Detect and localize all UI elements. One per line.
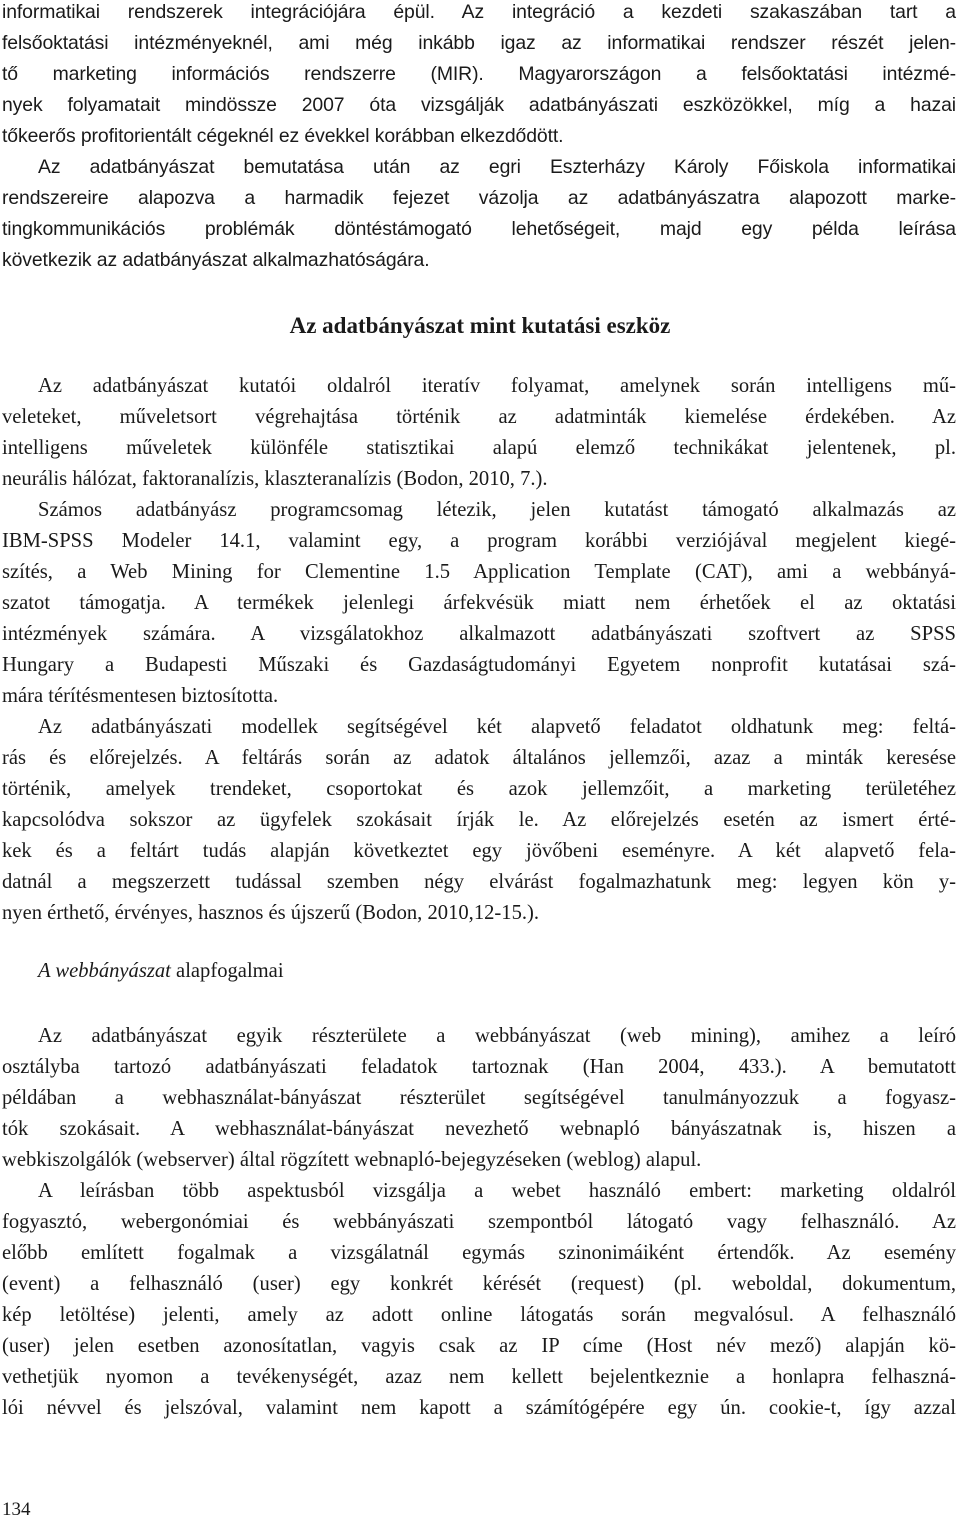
body-line: lói névvel és jelszóval, valamint nem kapott a számítógépére egy ún. cookie-t, így azzal	[2, 1397, 956, 1419]
section-heading: Az adatbányászat mint kutatási eszköz	[289, 313, 671, 338]
intro-line: nyek folyamatait mindössze 2007 óta vizsgálják adatbányászati eszközökkel, míg a hazai	[2, 94, 956, 116]
body-line: szatot támogatja. A termékek jelenlegi árfekvésük miatt nem érhetőek el az oktatási	[2, 592, 956, 614]
body-line: intézmények számára. A vizsgálatokhoz alkalmazott adatbányászati szoftvert az SPSS	[2, 623, 956, 645]
body-line: mára térítésmentesen biztosította.	[2, 685, 279, 707]
intro-line: Az adatbányászat bemutatása után az egri Eszterházy Károly Főiskola informatikai	[38, 156, 956, 178]
body-line: Az adatbányászat kutatói oldalról iteratív folyamat, amelynek során intelligens mű-	[38, 375, 956, 397]
intro-line: tingkommunikációs problémák döntéstámogató lehetőségeit, majd egy példa leírása	[2, 218, 956, 240]
body-line: datnál a megszerzett tudással szemben négy elvárást fogalmazhatunk meg: legyen kön y-	[2, 871, 956, 893]
body-line: (event) a felhasználó (user) egy konkrét kérését (request) (pl. weboldal, dokumentum,	[2, 1273, 956, 1295]
intro-line: tőkeerős profitorientált cégeknél ez évekkel korábban elkezdődött.	[2, 125, 564, 147]
body-line: rás és előrejelzés. A feltárás során az adatok általános jellemzői, azaz a minták keresése	[2, 747, 956, 769]
body-line: kek és a feltárt tudás alapján következtet egy jövőbeni eseményre. A két alapvető fela-	[2, 840, 956, 862]
body-line: kapcsolódva sokszor az ügyfelek szokásait írják le. Az előrejelzés esetén az ismert érté-	[2, 809, 956, 831]
body-line: Az adatbányászati modellek segítségével két alapvető feladatot oldhatunk meg: feltá-	[38, 716, 956, 738]
intro-line: rendszereire alapozva a harmadik fejezet vázolja az adatbányászatra alapozott marke-	[2, 187, 956, 209]
body-line: példában a webhasználat-bányászat részterület segítségével tanulmányozzuk a fogyasz-	[2, 1087, 956, 1109]
body-line: A leírásban több aspektusból vizsgálja a webet használó embert: marketing oldalról	[38, 1180, 956, 1202]
body-line: webkiszolgálók (webserver) által rögzített webnapló-bejegyzéseken (weblog) alapul.	[2, 1149, 702, 1171]
body-line: veleteket, műveletsort végrehajtása történik az adatminták kiemelése érdekében. Az	[2, 406, 956, 428]
body-line: neurális hálózat, faktoranalízis, klaszteranalízis (Bodon, 2010, 7.).	[2, 468, 548, 490]
body-line: tók szokásait. A webhasználat-bányászat nevezhető webnapló bányászatnak is, hiszen a	[2, 1118, 956, 1140]
body-line: osztályba tartozó adatbányászati feladatok tartoznak (Han 2004, 433.). A bemutatott	[2, 1056, 956, 1078]
body-line: intelligens műveletek különféle statisztikai alapú elemző technikákat jelentenek, pl.	[2, 437, 956, 459]
body-line: kép letöltése) jelenti, amely az adott online látogatás során megvalósul. A felhasználó	[2, 1304, 956, 1326]
body-line: (user) jelen esetben azonosítatlan, vagyis csak az IP címe (Host név mező) alapján kö-	[2, 1335, 956, 1357]
body-line: szítés, a Web Mining for Clementine 1.5 Application Template (CAT), ami a webbányá-	[2, 561, 956, 583]
body-line: Számos adatbányász programcsomag létezik, jelen kutatást támogató alkalmazás az	[38, 499, 956, 521]
body-line: Az adatbányászat egyik részterülete a webbányászat (web mining), amihez a leíró	[38, 1025, 956, 1047]
body-line: nyen érthető, érvényes, hasznos és újszerű (Bodon, 2010,12-15.).	[2, 902, 540, 924]
intro-line: tő marketing információs rendszerre (MIR). Magyarországon a felsőoktatási intézmé-	[2, 63, 956, 85]
body-line: Hungary a Budapesti Műszaki és Gazdaságtudományi Egyetem nonprofit kutatásai szá-	[2, 654, 956, 676]
intro-line: felsőoktatási intézményeknél, ami még inkább igaz az informatikai rendszer részét jelen-	[2, 32, 956, 54]
body-line: IBM-SPSS Modeler 14.1, valamint egy, a program korábbi verziójával megjelent kiegé-	[2, 530, 956, 552]
subheading-italic: A webbányászat	[38, 960, 171, 982]
intro-line: következik az adatbányászat alkalmazhatóságára.	[2, 249, 430, 271]
subheading-rest: alapfogalmai	[170, 960, 284, 982]
intro-line: informatikai rendszerek integrációjára épül. Az integráció a kezdeti szakaszában tart a	[2, 1, 956, 23]
body-line: történik, amelyek trendeket, csoportokat és azok jellemzőit, a marketing területéhez	[2, 778, 956, 800]
subsection-heading	[38, 955, 284, 987]
body-line: fogyasztó, webergonómiai és webbányászati szempontból látogató vagy felhasználó. Az	[2, 1211, 956, 1233]
page-number: 134	[2, 1499, 31, 1520]
body-line: vethetjük nyomon a tevékenységét, azaz nem kellett bejelentkeznie a honlapra felhaszná-	[2, 1366, 956, 1388]
body-line: előbb említett fogalmak a vizsgálatnál egymás szinonimáiként értendők. Az esemény	[2, 1242, 956, 1264]
